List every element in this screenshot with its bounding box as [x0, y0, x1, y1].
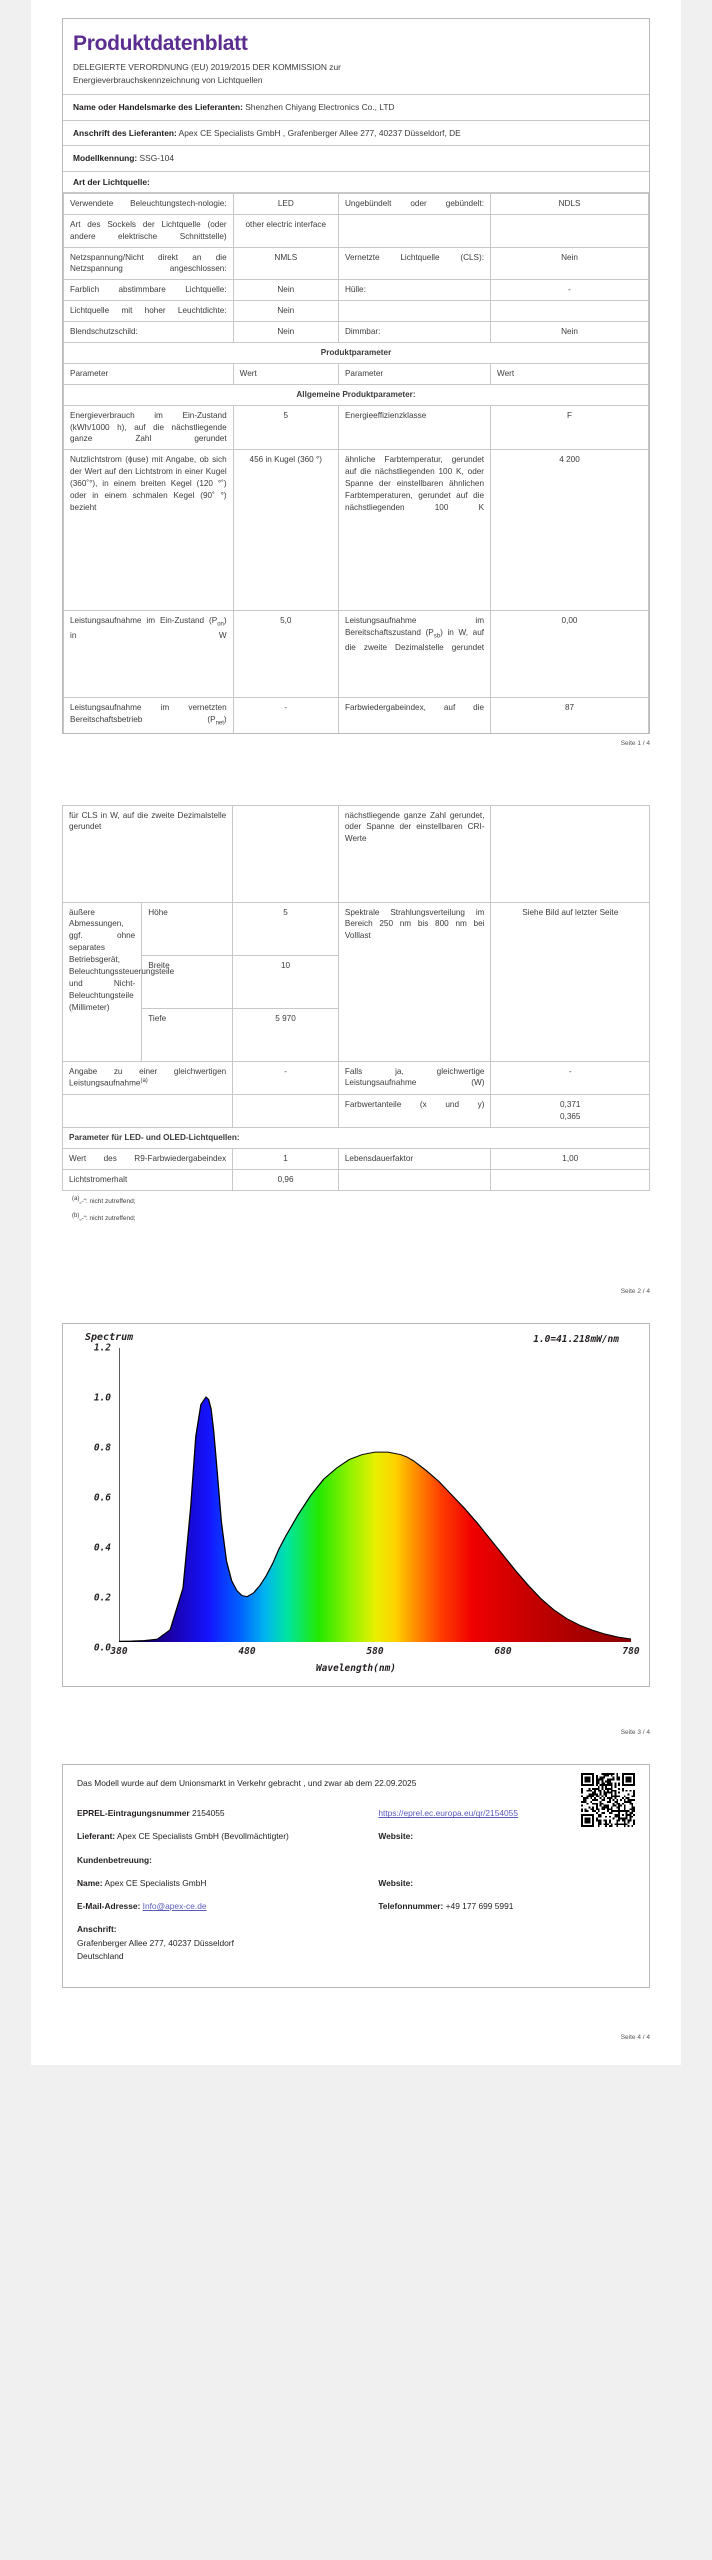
- supplier-row: [77, 1830, 378, 1842]
- pp-v2-3-cont: [491, 805, 650, 902]
- footnote-a-text: „-“: nicht zutreffend;: [79, 1197, 136, 1205]
- contact-left-column: [77, 1807, 378, 1973]
- chromaticity-label: Farbwertanteile (x und y): [338, 1095, 491, 1128]
- contact-right-column: [378, 1807, 635, 1973]
- x-tick-780: 780: [622, 1645, 640, 1657]
- pp-v-0: 5: [233, 405, 338, 450]
- table-row: [63, 1148, 650, 1169]
- dimension-name-0: Höhe: [142, 902, 233, 955]
- dimension-name-1: Breite: [142, 955, 233, 1008]
- equivalent-power-label: Angabe zu einer gleichwertigen Leistungsaufnahme$^{(a)}$: [63, 1061, 233, 1095]
- pp-v2-1: 4 200: [491, 450, 649, 611]
- ls-v2-5: Nein: [491, 322, 649, 343]
- chromaticity-y: 0,365: [559, 1112, 581, 1121]
- chart-title: Spectrum: [85, 1331, 134, 1343]
- y-tick-1.0: 1.0: [93, 1392, 111, 1404]
- led-p-1: Lichtstromerhalt: [63, 1169, 233, 1190]
- table-row: [63, 1169, 650, 1190]
- ls-p2-2: Vernetzte Lichtquelle (CLS):: [338, 247, 490, 280]
- table-row: [64, 343, 649, 364]
- table-row: [64, 698, 649, 733]
- dimension-value-0: 5: [233, 902, 339, 955]
- sheet: [31, 0, 681, 2065]
- footnote-a-marker: (a): [72, 1195, 80, 1202]
- page-number-2: Seite 2 / 4: [620, 1287, 650, 1295]
- plot-area: [119, 1348, 631, 1642]
- table-row: [64, 193, 649, 214]
- name-row: [77, 1877, 378, 1889]
- pp-v-2: 5,0: [233, 611, 338, 698]
- x-axis-title: Wavelength(nm): [315, 1662, 397, 1674]
- col-header-parameter-2: Parameter: [338, 363, 490, 384]
- customer-care-row: [77, 1854, 378, 1866]
- pp-p-3-cont: für CLS in W, auf die zweite Dezimalstelle gerundet: [63, 805, 233, 902]
- chart-scale-annotation: 1.0=41.218mW/nm: [533, 1333, 619, 1345]
- y-tick-1.2: 1.2: [93, 1342, 111, 1354]
- qr-code: [581, 1773, 635, 1827]
- spectrum-curve: [119, 1348, 631, 1642]
- col-header-parameter-1: Parameter: [64, 363, 234, 384]
- product-parameters-continued-table: [62, 805, 650, 1191]
- address-line-2: Deutschland: [77, 1951, 124, 1961]
- eprel-row: [77, 1807, 378, 1819]
- pp-v-3-cont: [233, 805, 339, 902]
- chromaticity-x: 0,371: [559, 1100, 581, 1110]
- model-row: [63, 146, 649, 172]
- ls-p-1: Art des Sockels der Lichtquelle (oder andere elektrische Schnittstelle): [64, 214, 234, 247]
- table-row: [64, 280, 649, 301]
- name-label: Name:: [77, 1877, 103, 1888]
- supplier-name-label: Name oder Handelsmarke des Lieferanten:: [73, 102, 243, 113]
- model-value: SSG-104: [139, 153, 174, 164]
- y-axis-labels: [77, 1342, 111, 1654]
- supplier-name-value: Shenzhen Chiyang Electronics Co., LTD: [245, 102, 395, 113]
- table-row: [64, 611, 649, 698]
- y-tick-0.0: 0.0: [93, 1642, 111, 1654]
- table-row: [64, 384, 649, 405]
- ls-p-2: Netzspannung/Nicht direkt an die Netzspannung angeschlossen:: [64, 247, 234, 280]
- ls-p2-1: [338, 214, 490, 247]
- light-source-section-title: Art der Lichtquelle:: [63, 172, 649, 193]
- phone-label: Telefonnummer:: [378, 1901, 444, 1912]
- x-axis-labels: [110, 1642, 640, 1657]
- table-row: [64, 450, 649, 611]
- x-tick-480: 480: [238, 1645, 256, 1657]
- led-parameters-banner: Parameter für LED- und OLED-Lichtquellen:: [63, 1127, 650, 1148]
- led-v2-1: [491, 1169, 650, 1190]
- ls-v2-3: -: [491, 280, 649, 301]
- col-header-wert-2: Wert: [491, 363, 649, 384]
- address-label: Anschrift:: [77, 1924, 117, 1935]
- model-label: Modellkennung:: [73, 153, 138, 164]
- ls-p-5: Blendschutzschild:: [64, 322, 234, 343]
- footnote-b: [62, 1208, 650, 1226]
- pp-p2-3: Farbwiedergabeindex, auf die: [338, 698, 490, 733]
- x-tick-680: 680: [494, 1645, 512, 1657]
- eprel-value: 2154055: [191, 1808, 225, 1819]
- table-row: [63, 805, 650, 902]
- light-source-table: [63, 193, 649, 733]
- ls-v2-0: NDLS: [491, 193, 649, 214]
- email-row: [77, 1900, 378, 1912]
- ls-v2-1: [491, 214, 649, 247]
- pp-v2-2: 0,00: [491, 611, 649, 698]
- led-p-0: Wert des R9-Farbwiedergabeindex: [63, 1148, 233, 1169]
- led-v-0: 1: [233, 1148, 339, 1169]
- table-row: [63, 1095, 650, 1128]
- ls-p-3: Farblich abstimmbare Lichtquelle:: [64, 280, 234, 301]
- ls-p2-0: Ungebündelt oder gebündelt:: [338, 193, 490, 214]
- pp-v2-3: 87: [491, 698, 649, 733]
- footnote-b-marker: (b): [72, 1213, 80, 1220]
- page-number-1: Seite 1 / 4: [620, 739, 650, 747]
- pp-p2-1: ähnliche Farbtemperatur, gerundet auf die nächstliegenden 100 K, oder Spanne der einstellbaren ähnlichen Farbtemperaturen, gerundet auf die nächstliegenden 100 K: [338, 450, 490, 611]
- ls-p2-3: Hülle:: [338, 280, 490, 301]
- pp-v-3: -: [233, 698, 338, 733]
- ls-p2-4: [338, 301, 490, 322]
- regulation-subtitle: [63, 61, 649, 95]
- customer-care-label: Kundenbetreuung:: [77, 1854, 152, 1865]
- ls-v2-2: Nein: [491, 247, 649, 280]
- website-label-2: Website:: [378, 1877, 414, 1888]
- email-link[interactable]: Info@apex-ce.de: [142, 1901, 207, 1912]
- website-spacer: [378, 1854, 635, 1866]
- pp-v2-0: F: [491, 405, 649, 450]
- table-row: [64, 405, 649, 450]
- website-row-2: [378, 1877, 635, 1889]
- table-row: [64, 214, 649, 247]
- ls-v-3: Nein: [233, 280, 338, 301]
- table-row: [64, 363, 649, 384]
- ls-p-0: Verwendete Beleuchtungstech-nologie:: [64, 193, 234, 214]
- page-number-4: Seite 4 / 4: [620, 2034, 650, 2042]
- pp-v-1: 456 in Kugel (360 °): [233, 450, 338, 611]
- ls-v-4: Nein: [233, 301, 338, 322]
- pp-p-1: Nutzlichtstrom (ɸuse) mit Angabe, ob sich der Wert auf den Lichtstrom in einer Kugel (360˚°), in einem breiten Kegel (120 °˚) oder in einem schmalen Kegel (90˚ °) bezieht: [64, 450, 234, 611]
- chromaticity-value: [491, 1095, 650, 1128]
- page-number-3: Seite 3 / 4: [620, 1728, 650, 1736]
- website-row-1: [378, 1830, 635, 1842]
- supplier-value: Apex CE Specialists GmbH (Bevollmächtigter): [117, 1831, 289, 1842]
- supplier-label: Lieferant:: [77, 1831, 116, 1842]
- led-v2-0: 1,00: [491, 1148, 650, 1169]
- y-tick-0.2: 0.2: [93, 1592, 111, 1604]
- equivalent-power-label-2: Falls ja, gleichwertige Leistungsaufnahme (W): [338, 1061, 491, 1095]
- x-tick-580: 580: [366, 1645, 384, 1657]
- pp-p-0: Energieverbrauch im Ein-Zustand (kWh/1000 h), auf die nächstliegende ganze Zahl gerundet: [64, 405, 234, 450]
- chromaticity-empty-2: [233, 1095, 339, 1128]
- table-row: [64, 322, 649, 343]
- y-tick-0.8: 0.8: [93, 1442, 111, 1454]
- phone-row: [378, 1900, 635, 1912]
- footnote-b-text: „-“: nicht zutreffend;: [79, 1215, 136, 1223]
- y-tick-0.6: 0.6: [93, 1492, 111, 1504]
- phone-value: +49 177 699 5991: [445, 1901, 514, 1912]
- page-1-block: [62, 18, 650, 734]
- name-value: Apex CE Specialists GmbH: [104, 1877, 207, 1888]
- ls-v-2: NMLS: [233, 247, 338, 280]
- equivalent-power-value: -: [233, 1061, 339, 1095]
- led-p2-1: [338, 1169, 491, 1190]
- ls-v-5: Nein: [233, 322, 338, 343]
- spectrum-chart: [67, 1330, 645, 1682]
- supplier-address-label: Anschrift des Lieferanten:: [73, 127, 177, 138]
- pp-p2-2: Leistungsaufnahme im Bereitschaftszustand $(P_{sb})$ in W, auf die zweite Dezimalstelle gerundet: [338, 611, 490, 698]
- dimension-name-2: Tiefe: [142, 1008, 233, 1061]
- dimensions-label: äußere Abmessungen, ggf. ohne separates Betriebsgerät, Beleuchtungssteuerungsteile und Nicht-Beleuchtungsteile (Millimeter): [63, 902, 142, 1061]
- equivalent-power-value-2: -: [491, 1061, 650, 1095]
- eprel-url-link[interactable]: https://eprel.ec.europa.eu/qr/2154055: [378, 1808, 518, 1819]
- pp-p2-0: Energieeffizienzklasse: [338, 405, 490, 450]
- dimension-value-1: 10: [233, 955, 339, 1008]
- pp-p-2: Leistungsaufnahme im Ein-Zustand $(P_{on})$ in W: [64, 611, 234, 698]
- regulation-line-1: DELEGIERTE VERORDNUNG (EU) 2019/2015 DER KOMMISSION zur: [73, 62, 341, 73]
- supplier-address-row: [63, 121, 649, 147]
- table-row: [63, 1127, 650, 1148]
- col-header-wert-1: Wert: [233, 363, 338, 384]
- ls-v-0: LED: [233, 193, 338, 214]
- led-p2-0: Lebensdauerfaktor: [338, 1148, 491, 1169]
- website-label-1: Website:: [378, 1831, 414, 1842]
- regulation-line-2: Energieverbrauchskennzeichnung von Lichtquellen: [73, 75, 263, 86]
- address-row: [77, 1923, 378, 1962]
- product-parameters-banner: Produktparameter: [64, 343, 649, 364]
- footnote-a: [62, 1191, 650, 1209]
- table-row: [63, 902, 650, 955]
- supplier-name-row: [63, 95, 649, 121]
- spectrum-chart-box: [62, 1323, 650, 1687]
- table-row: [63, 1061, 650, 1095]
- ls-v2-4: [491, 301, 649, 322]
- y-tick-0.4: 0.4: [93, 1542, 111, 1554]
- eprel-label: EPREL-Eintragungsnummer: [77, 1808, 190, 1819]
- page-4-block: [62, 1764, 650, 1989]
- general-parameters-banner: Allgemeine Produktparameter:: [64, 384, 649, 405]
- spectral-distribution-label: Spektrale Strahlungsverteilung im Bereich 250 nm bis 800 nm bei Volllast: [338, 902, 491, 1061]
- dimension-value-2: 5 970: [233, 1008, 339, 1061]
- email-label: E-Mail-Adresse:: [77, 1901, 141, 1912]
- pp-p-3: Leistungsaufnahme im vernetzten Bereitschaftsbetrieb $(P_{net})$: [64, 698, 234, 733]
- address-line-1: Grafenberger Allee 277, 40237 Düsseldorf: [77, 1938, 234, 1949]
- spectral-distribution-value: Siehe Bild auf letzter Seite: [491, 902, 650, 1061]
- supplier-address-value: Apex CE Specialists GmbH , Grafenberger Allee 277, 40237 Düsseldorf, DE: [178, 127, 461, 138]
- chromaticity-empty-1: [63, 1095, 233, 1128]
- table-row: [64, 247, 649, 280]
- led-v-1: 0,96: [233, 1169, 339, 1190]
- table-row: [64, 301, 649, 322]
- pp-p2-3-cont: nächstliegende ganze Zahl gerundet, oder Spanne der einstellbaren CRI-Werte: [338, 805, 491, 902]
- ls-p2-5: Dimmbar:: [338, 322, 490, 343]
- ls-p-4: Lichtquelle mit hoher Leuchtdichte:: [64, 301, 234, 322]
- qr-code-image: [581, 1773, 635, 1827]
- page-2-block: [62, 805, 650, 1226]
- contact-grid: [77, 1807, 635, 1973]
- market-intro-text: Das Modell wurde auf dem Unionsmarkt in Verkehr gebracht , und zwar ab dem 22.09.2025: [77, 1777, 417, 1788]
- page-title: Produktdatenblatt: [73, 32, 248, 55]
- ls-v-1: other electric interface: [233, 214, 338, 247]
- x-tick-380: 380: [110, 1645, 128, 1657]
